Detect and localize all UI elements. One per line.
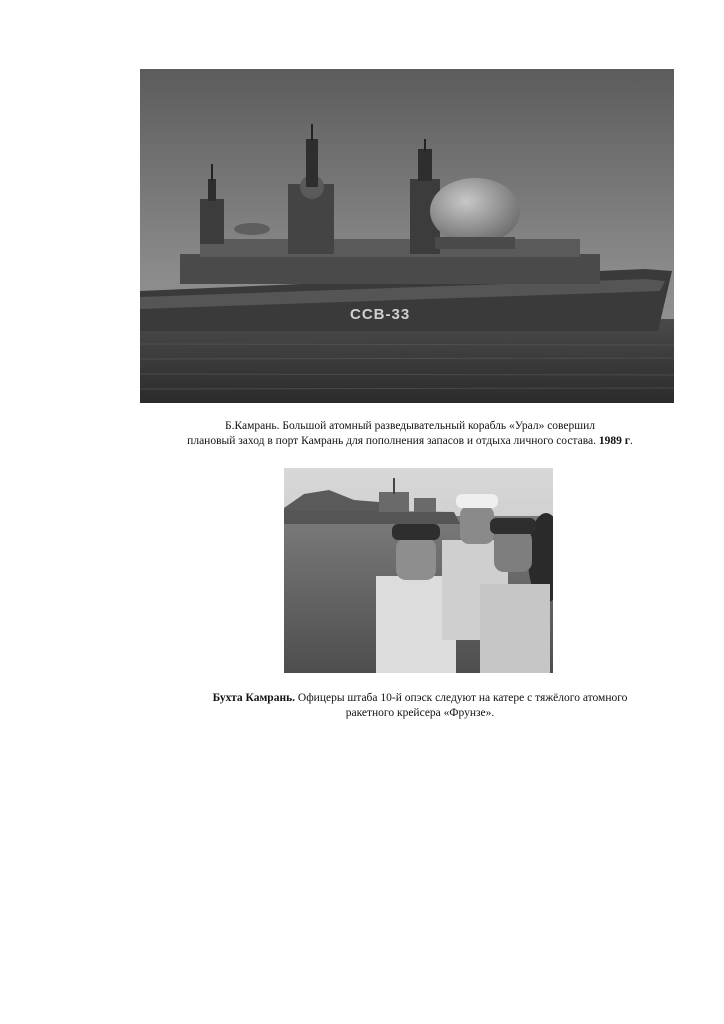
caption-1-line-2-text: плановый заход в порт Камрань для пополнения запасов и отдыха личного состава. bbox=[187, 435, 599, 447]
caption-1-line-2 bbox=[120, 434, 700, 449]
caption-2-line-2: ракетного крейсера «Фрунзе». bbox=[345, 707, 495, 719]
officers-photo-caption bbox=[150, 691, 690, 721]
ship-photo-caption bbox=[120, 419, 700, 449]
hull-number: ССВ-33 bbox=[350, 306, 411, 323]
caption-2-place: Бухта Камрань. bbox=[212, 692, 296, 704]
officers-photo bbox=[284, 468, 553, 673]
officers-photo-image bbox=[284, 468, 553, 673]
ship-photo bbox=[140, 69, 674, 403]
caption-1-year: 1989 г bbox=[598, 435, 630, 447]
ship-photo-image bbox=[140, 69, 674, 403]
caption-2-line-1-text: Офицеры штаба 10-й опэск следуют на катере с тяжёлого атомного bbox=[295, 692, 628, 704]
caption-1-line-2-end: . bbox=[629, 435, 633, 447]
caption-1-line-1: Б.Камрань. Большой атомный разведывательный корабль «Урал» совершил bbox=[224, 420, 596, 432]
caption-2-line-1 bbox=[150, 691, 690, 706]
